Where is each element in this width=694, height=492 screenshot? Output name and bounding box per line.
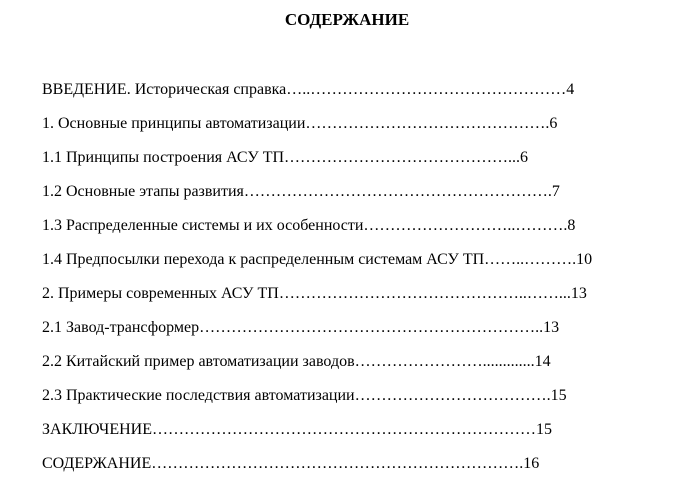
toc-title: СОДЕРЖАНИЕ [284,10,410,29]
toc-entry-text: ВВЕДЕНИЕ. Историческая справка…..…………………………………………4 [42,81,575,98]
toc-entry-text: 1.2 Основные этапы развития………………………………………………….7 [42,183,560,200]
toc-entry-section-1-3 [42,214,678,248]
toc-entry-section-1 [42,112,678,146]
toc-entry-section-1-1 [42,146,678,180]
toc-entry-text: 1.1 Принципы построения АСУ ТП……………………………………...6 [42,149,529,166]
toc-entry-introduction [42,78,678,112]
toc-entry-section-2-3 [42,384,678,418]
toc-entry-text: ЗАКЛЮЧЕНИЕ………………………………………………………………15 [42,421,552,438]
toc-entry-section-1-4 [42,248,678,282]
toc-entry-text: 1.3 Распределенные системы и их особенности………………………..……….8 [42,217,576,234]
toc-entry-text: 2. Примеры современных АСУ ТП………………………………………..……...13 [42,285,587,302]
table-of-contents [42,78,678,486]
toc-entry-contents [42,452,678,486]
toc-entry-text: 1.4 Предпосылки перехода к распределенным системам АСУ ТП……..……….10 [42,251,593,268]
toc-entry-section-2-2 [42,350,678,384]
toc-entry-text: 2.3 Практические последствия автоматизации……………………………….15 [42,387,567,404]
toc-entry-section-2 [42,282,678,316]
toc-entry-text: 2.1 Завод-трансформер………………………………………………………..13 [42,319,560,336]
toc-entry-text: 2.2 Китайский пример автоматизации заводов…………………….............14 [42,353,551,370]
toc-entry-text: 1. Основные принципы автоматизации……………………………………….6 [42,115,558,132]
toc-entry-text: СОДЕРЖАНИЕ…………………………………………………………….16 [42,455,540,472]
toc-entry-section-1-2 [42,180,678,214]
toc-entry-conclusion [42,418,678,452]
toc-entry-section-2-1 [42,316,678,350]
